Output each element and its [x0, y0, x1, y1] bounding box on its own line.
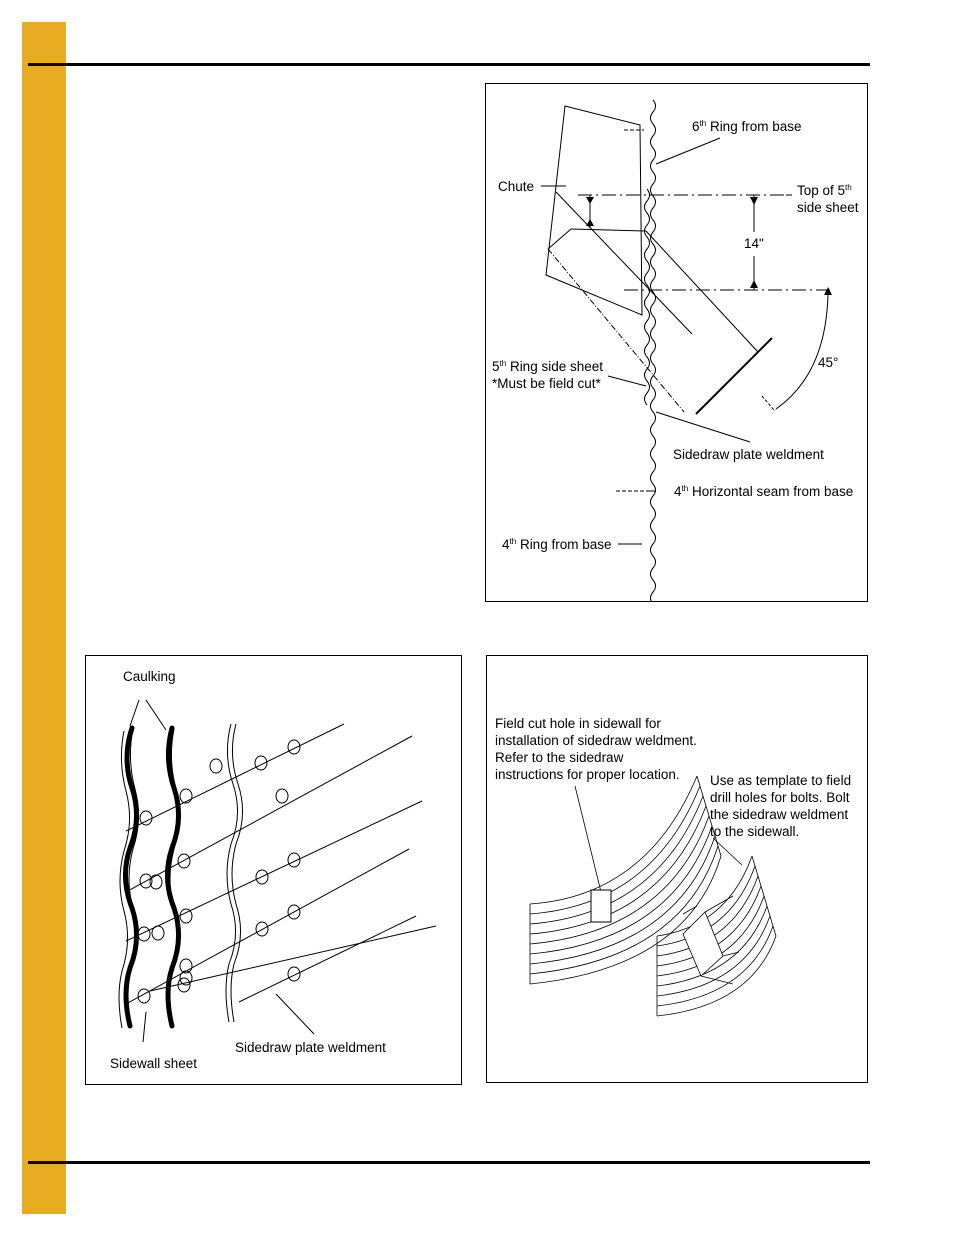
label-top-5th: Top of 5th side sheet	[797, 183, 859, 215]
label-chute: Chute	[498, 179, 535, 194]
label-4th-seam: 4th Horizontal seam from base	[674, 484, 854, 499]
angle-45deg: 45°	[818, 355, 839, 370]
side-color-bar	[22, 22, 66, 1214]
sidewall-profile	[651, 100, 656, 601]
header-rule	[28, 63, 870, 66]
field-cut-figure	[486, 655, 868, 1083]
label-sidewall-sheet: Sidewall sheet	[110, 1056, 198, 1071]
label-template: Use as template to field drill holes for bolts. Bolt the sidedraw weldment to the sidewall.	[710, 773, 852, 839]
label-caulking: Caulking	[123, 669, 176, 684]
footer-rule	[28, 1161, 870, 1164]
chute-installation-drawing	[486, 84, 867, 601]
label-weldment: Sidedraw plate weldment	[235, 1040, 386, 1055]
label-5th-ring: 5th Ring side sheet *Must be field cut*	[492, 359, 603, 391]
caulking-figure	[85, 655, 462, 1085]
label-4th-ring: 4th Ring from base	[502, 537, 612, 552]
field-cut-hole	[591, 890, 611, 922]
chute-installation-figure	[485, 83, 868, 602]
label-6th-ring: 6th Ring from base	[692, 119, 802, 134]
label-weldment: Sidedraw plate weldment	[673, 447, 824, 462]
chute-outline	[546, 106, 642, 315]
label-field-cut: Field cut hole in sidewall for installation of sidedraw weldment. Refer to the sidedraw instructions for proper location.	[495, 716, 697, 782]
caulking-drawing	[86, 656, 461, 1084]
dimension-14in: 14"	[744, 236, 764, 251]
